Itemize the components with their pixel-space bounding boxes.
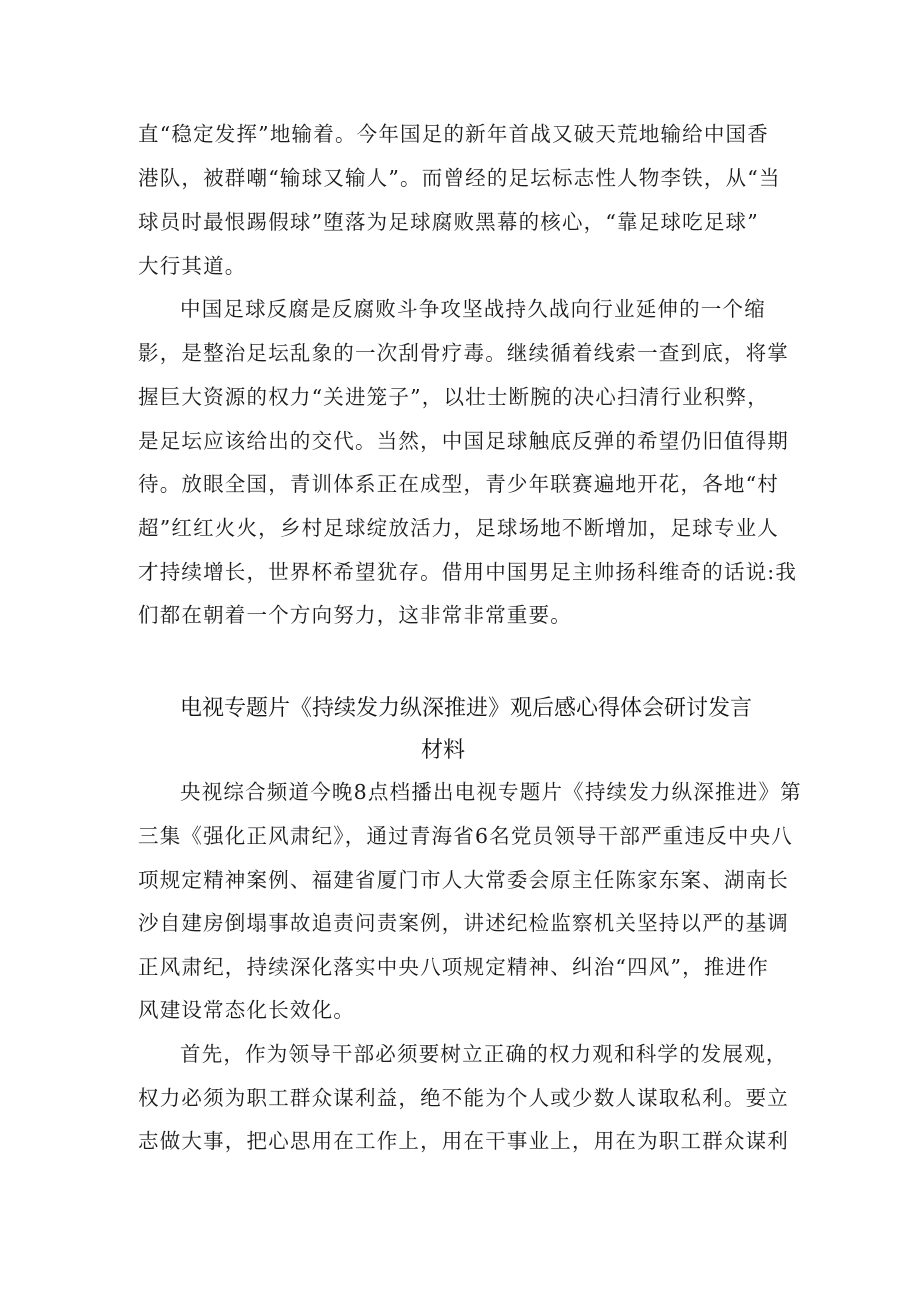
paragraph-line: 影，是整治足坛乱象的一次刮骨疗毒。继续循着线索一查到底，将掌 [138, 341, 789, 365]
paragraph-line: 超”红红火火，乡村足球绽放活力，足球场地不断增加，足球专业人 [138, 516, 779, 540]
section-title: 电视专题片《持续发力纵深推进》观后感心得体会研讨发言 [180, 696, 753, 721]
paragraph-line: 权力必须为职工群众谋利益，绝不能为个人或少数人谋取私利。要立 [138, 1086, 789, 1110]
paragraph-line: 港队，被群嘲“输球又输人”。而曾经的足坛标志性人物李铁，从“当 [138, 166, 781, 190]
paragraph-line: 才持续增长，世界杯希望犹存。借用中国男足主帅扬科维奇的话说:我 [138, 560, 798, 584]
paragraph-line: 正风肃纪，持续深化落实中央八项规定精神、纠治“四风”，推进作 [138, 955, 769, 979]
paragraph-line: 沙自建房倒塌事故追责问责案例，讲述纪检监察机关坚持以严的基调 [138, 911, 789, 935]
paragraph-line: 项规定精神案例、福建省厦门市人大常委会原主任陈家东案、湖南长 [138, 868, 789, 892]
paragraph-line: 风建设常态化长效化。 [138, 998, 355, 1022]
paragraph-line: 是足坛应该给出的交代。当然，中国足球触底反弹的希望仍旧值得期 [138, 429, 789, 453]
paragraph-line: 们都在朝着一个方向努力，这非常非常重要。 [138, 603, 572, 627]
paragraph-line: 央视综合频道今晚8点档播出电视专题片《持续发力纵深推进》第 [180, 780, 802, 804]
paragraph-line: 大行其道。 [138, 254, 247, 278]
paragraph-line: 志做大事，把心思用在工作上，用在干事业上，用在为职工群众谋利 [138, 1129, 789, 1153]
paragraph-line: 中国足球反腐是反腐败斗争攻坚战持久战向行业延伸的一个缩 [180, 297, 766, 321]
paragraph-line: 握巨大资源的权力“关进笼子”，以壮士断腕的决心扫清行业积弊， [138, 385, 769, 409]
paragraph-line: 待。放眼全国，青训体系正在成型，青少年联赛遍地开花，各地“村 [138, 472, 779, 496]
paragraph-line: 直“稳定发挥”地输着。今年国足的新年首战又破天荒地输给中国香 [138, 122, 769, 146]
paragraph-line: 首先，作为领导干部必须要树立正确的权力观和科学的发展观， [180, 1042, 788, 1066]
section-title-continuation: 材料 [421, 738, 466, 763]
paragraph-line: 三集《强化正风肃纪》，通过青海省6名党员领导干部严重违反中央八 [138, 824, 793, 848]
paragraph-line: 球员时最恨踢假球”堕落为足球腐败黑幕的核心，“靠足球吃足球” [138, 210, 759, 234]
